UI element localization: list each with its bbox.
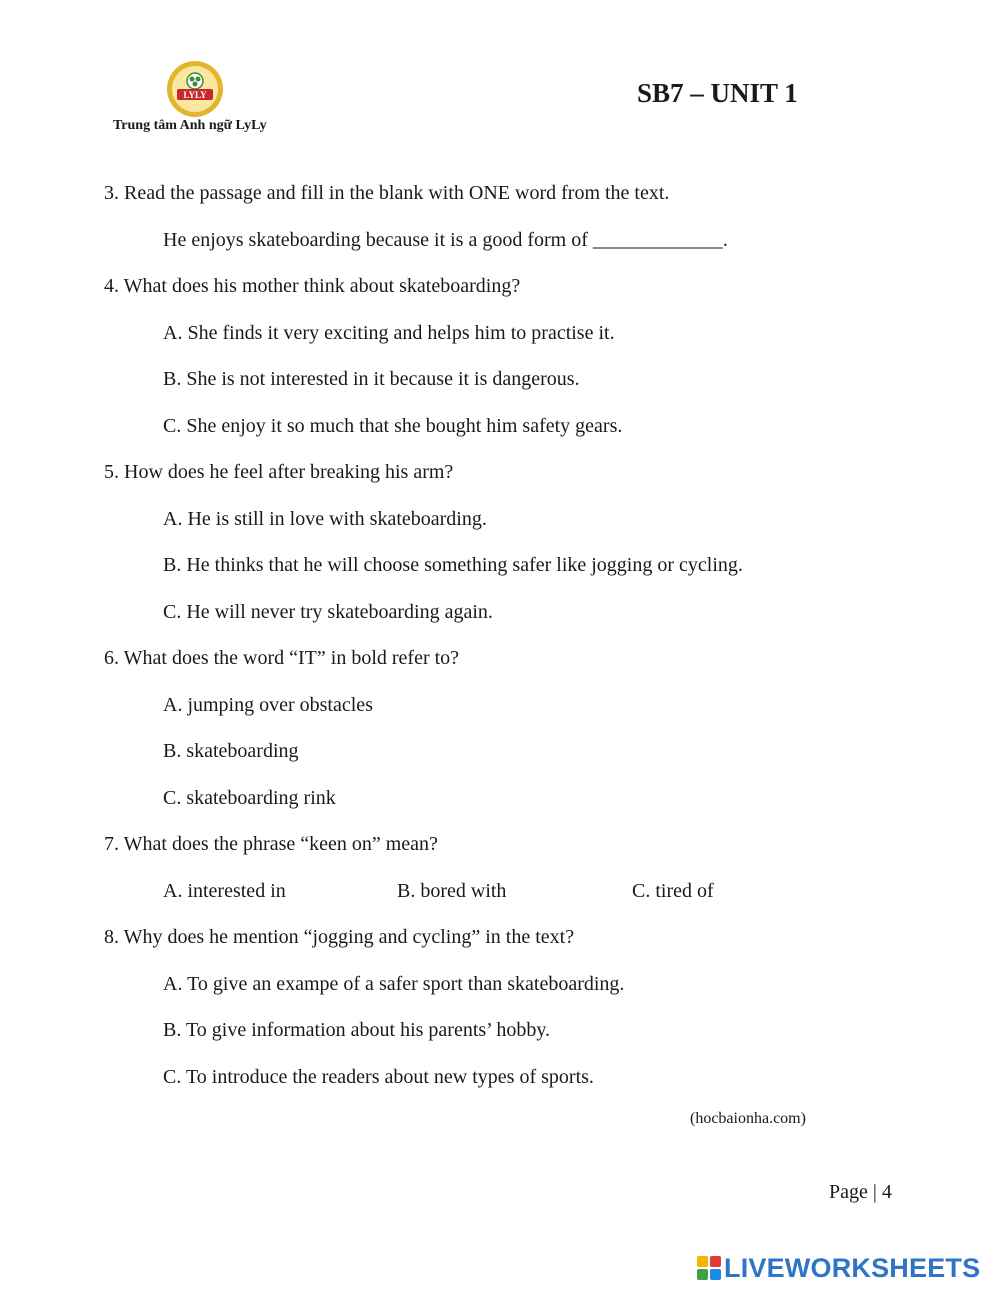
cubes-icon: [697, 1256, 721, 1280]
center-name: Trung tâm Anh ngữ LyLy: [113, 118, 267, 133]
question-7-option-a: A. interested in: [163, 880, 286, 902]
question-4-option-b: B. She is not interested in it because it is dangerous.: [163, 368, 580, 390]
question-6-option-c: C. skateboarding rink: [163, 787, 336, 809]
question-6-option-b: B. skateboarding: [163, 740, 299, 762]
question-4-option-a: A. She finds it very exciting and helps him to practise it.: [163, 322, 615, 344]
question-7-option-c: C. tired of: [632, 880, 714, 902]
question-8-option-b: B. To give information about his parents’ hobby.: [163, 1019, 551, 1041]
question-5-option-b: B. He thinks that he will choose something safer like jogging or cycling.: [163, 554, 743, 576]
question-3: 3. Read the passage and fill in the blank with ONE word from the text.: [104, 182, 670, 204]
question-4: 4. What does his mother think about skateboarding?: [104, 275, 521, 297]
question-6: 6. What does the word “IT” in bold refer to?: [104, 647, 460, 669]
question-4-option-c: C. She enjoy it so much that she bought him safety gears.: [163, 415, 623, 437]
question-7-option-b: B. bored with: [397, 880, 507, 902]
source-credit: (hocbaionha.com): [690, 1110, 806, 1127]
question-6-option-a: A. jumping over obstacles: [163, 694, 373, 716]
question-5-option-a: A. He is still in love with skateboarding.: [163, 508, 487, 530]
question-8-option-a: A. To give an exampe of a safer sport than skateboarding.: [163, 973, 625, 995]
logo-text: LYLY: [183, 90, 207, 100]
question-7: 7. What does the phrase “keen on” mean?: [104, 833, 438, 855]
center-logo: [166, 60, 224, 118]
question-5: 5. How does he feel after breaking his arm?: [104, 461, 454, 483]
question-3-sentence: He enjoys skateboarding because it is a good form of _____________.: [163, 229, 728, 251]
question-8-option-c: C. To introduce the readers about new types of sports.: [163, 1066, 594, 1088]
page-number: Page | 4: [829, 1181, 892, 1203]
question-8: 8. Why does he mention “jogging and cycling” in the text?: [104, 926, 575, 948]
question-5-option-c: C. He will never try skateboarding again.: [163, 601, 493, 623]
brand-name: LIVEWORKSHEETS: [724, 1253, 981, 1283]
unit-title: SB7 – UNIT 1: [637, 78, 798, 108]
